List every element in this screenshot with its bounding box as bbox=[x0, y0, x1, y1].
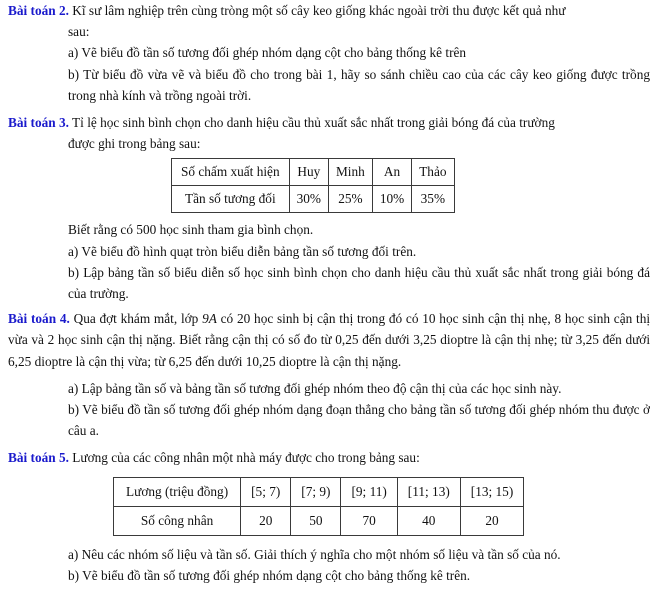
problem-5-table-wrapper bbox=[0, 477, 650, 536]
col-header-interval-1: [5; 7) bbox=[241, 477, 291, 506]
problem-4-text-b: có bbox=[220, 311, 234, 327]
col-header-interval-3: [9; 11) bbox=[341, 477, 397, 506]
problem-4-text-c: học sinh bị cận thị trong đó có bbox=[254, 311, 419, 327]
problem-5-label: Bài toán 5. bbox=[8, 450, 69, 466]
problem-4-mild-count: 10 bbox=[422, 311, 436, 327]
problem-bai-toan-4 bbox=[0, 308, 650, 441]
problem-4-text-d: học sinh cận thị nhẹ, bbox=[439, 311, 551, 327]
problem-3-part-a: a) Vẽ biểu đồ hình quạt tròn biểu diễn bảng tần số tương đối trên. bbox=[68, 243, 417, 259]
problem-4-label: Bài toán 4. bbox=[8, 311, 70, 327]
problem-4-medium-count: 8 bbox=[554, 311, 562, 327]
table-row bbox=[114, 506, 524, 535]
value-interval-2: 50 bbox=[291, 506, 341, 535]
problem-5-intro-line bbox=[0, 447, 650, 468]
problem-4-text-g: đến dưới bbox=[362, 332, 410, 348]
problem-2-part-a: a) Vẽ biểu đồ tần số tương đối ghép nhóm dạng cột cho bảng thống kê trên bbox=[68, 45, 467, 61]
table-row bbox=[114, 477, 524, 506]
value-interval-4: 40 bbox=[397, 506, 460, 535]
problem-4-text-l: dioptre là cận thị nặng. bbox=[278, 353, 402, 369]
problem-3-note: Biết rằng có 500 học sinh tham gia bình chọn. bbox=[68, 222, 314, 238]
problem-4-text-j: dioptre là cận thị vừa; từ bbox=[34, 353, 166, 369]
problem-2-part-b: b) Từ biểu đồ vừa vẽ và biểu đồ cho trong bài 1, hãy so sánh chiều cao của các cây keo giống được trồng trong nhà kính và trồng ngoài trời. bbox=[68, 66, 650, 103]
problem-3-table-wrapper bbox=[0, 158, 650, 213]
problem-4-value-3: 3,25 bbox=[575, 332, 599, 348]
frequency-table-salary bbox=[113, 477, 524, 536]
frequency-table-voting bbox=[171, 158, 455, 213]
value-an: 10% bbox=[372, 186, 411, 213]
problem-4-text-h: dioptre là cận thị nhẹ; từ bbox=[440, 332, 573, 348]
problem-5-part-a: a) Nêu các nhóm số liệu và tần số. Giải thích ý nghĩa cho một nhóm số liệu và tần số của nó. bbox=[68, 546, 561, 562]
col-header-an: An bbox=[372, 159, 411, 186]
col-header-huy: Huy bbox=[289, 159, 328, 186]
problem-3-intro-text: Tỉ lệ học sinh bình chọn cho danh hiệu cầu thủ xuất sắc nhất trong giải bóng đá của trường bbox=[72, 115, 555, 131]
row-header-tan-so-tuong-doi: Tần số tương đối bbox=[172, 186, 290, 213]
problem-2-intro-line bbox=[0, 0, 650, 21]
problem-4-value-2: 3,25 bbox=[413, 332, 437, 348]
row-header-so-cong-nhan: Số công nhân bbox=[114, 506, 241, 535]
col-header-minh: Minh bbox=[328, 159, 372, 186]
problem-3-part-b: b) Lập bảng tần số biểu diễn số học sinh bình chọn cho danh hiệu cầu thủ xuất sắc nhất trong giải bóng đá của trường. bbox=[68, 264, 650, 302]
problem-4-class-name: 9A bbox=[202, 311, 217, 327]
problem-4-value-1: 0,25 bbox=[335, 332, 359, 348]
problem-3-label: Bài toán 3. bbox=[8, 115, 69, 131]
problem-4-text-f: học sinh cận thị nặng. Biết rằng cận thị có số đo từ bbox=[57, 332, 332, 348]
value-huy: 30% bbox=[289, 186, 328, 213]
problem-3-intro-line bbox=[0, 112, 650, 133]
col-header-interval-4: [11; 13) bbox=[397, 477, 460, 506]
table-row bbox=[172, 186, 455, 213]
problem-bai-toan-3 bbox=[0, 112, 650, 304]
value-interval-1: 20 bbox=[241, 506, 291, 535]
value-interval-3: 70 bbox=[341, 506, 397, 535]
col-header-interval-5: [13; 15) bbox=[460, 477, 523, 506]
row-header-so-cham: Số chấm xuất hiện bbox=[172, 159, 290, 186]
problem-3-intro-cont: được ghi trong bảng sau: bbox=[68, 136, 201, 152]
problem-4-value-5: 6,25 bbox=[168, 353, 192, 369]
problem-2-label: Bài toán 2. bbox=[8, 3, 69, 18]
problem-2-intro-text: Kĩ sư lâm nghiệp trên cùng tròng một số cây keo giống khác ngoài trời thu được kết quả như bbox=[72, 3, 566, 18]
row-header-luong: Lương (triệu đồng) bbox=[114, 477, 241, 506]
col-header-thao: Thảo bbox=[412, 159, 454, 186]
value-minh: 25% bbox=[328, 186, 372, 213]
problem-bai-toan-5 bbox=[0, 447, 650, 586]
col-header-interval-2: [7; 9) bbox=[291, 477, 341, 506]
problem-5-intro-text: Lương của các công nhân một nhà máy được cho trong bảng sau: bbox=[72, 450, 420, 466]
problem-5-part-b: b) Vẽ biểu đồ tần số tương đối ghép nhóm dạng cột cho bảng thống kê trên. bbox=[68, 567, 471, 583]
problem-4-text-a: Qua đợt khám mắt, lớp bbox=[73, 311, 199, 327]
value-thao: 35% bbox=[412, 186, 454, 213]
table-row bbox=[172, 159, 455, 186]
problem-4-total-students: 20 bbox=[236, 311, 251, 327]
problem-4-value-4: 6,25 bbox=[8, 353, 32, 369]
problem-4-severe-count: 2 bbox=[47, 332, 55, 348]
problem-4-text-e: học sinh cận thị vừa và bbox=[8, 311, 650, 348]
problem-4-value-6: 10,25 bbox=[245, 353, 276, 369]
problem-4-intro-block bbox=[0, 308, 650, 372]
problem-4-part-b: b) Vẽ biểu đồ tần số tương đối ghép nhóm dạng đoạn thẳng cho bảng tần số tương đối ghép nhóm thu được ở câu a. bbox=[68, 402, 650, 439]
problem-4-text-i: đến dưới bbox=[602, 332, 650, 348]
problem-bai-toan-2 bbox=[0, 0, 650, 106]
value-interval-5: 20 bbox=[460, 506, 523, 535]
problem-4-part-a: a) Lập bảng tần số và bảng tần số tương đối ghép nhóm theo độ cận thị của các học sinh này. bbox=[68, 380, 562, 396]
problem-2-intro-cont: sau: bbox=[68, 24, 90, 40]
problem-4-text-k: đến dưới bbox=[195, 353, 243, 369]
